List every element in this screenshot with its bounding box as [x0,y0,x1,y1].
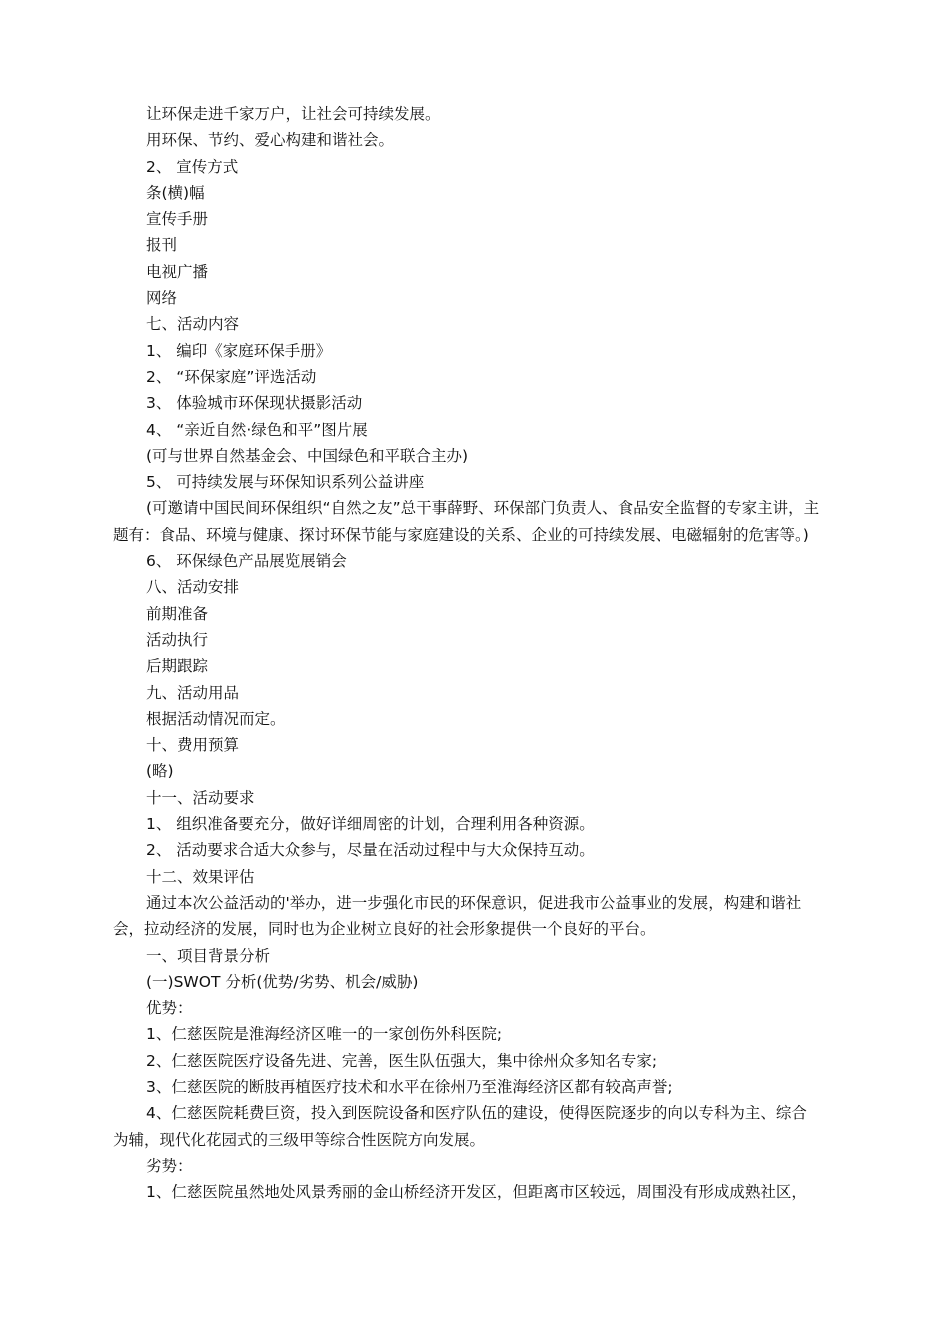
text-line: 条(横)幅 [146,183,205,202]
text-line: 让环保走进千家万户，让社会可持续发展。 [146,105,441,123]
text-line: 用环保、节约、爱心构建和谐社会。 [146,131,395,150]
text-line: 5、 可持续发展与环保知识系列公益讲座 [146,473,425,492]
text-line: 1、仁慈医院是淮海经济区唯一的一家创伤外科医院; [146,1025,503,1044]
text-line: 3、仁慈医院的断肢再植医疗技术和水平在徐州乃至淮海经济区都有较高声誉; [146,1077,673,1096]
text-line: 3、 体验城市环保现状摄影活动 [146,394,363,413]
text-line: 宣传手册 [146,210,209,229]
text-line: 2、 宣传方式 [146,157,239,176]
text-line: 4、 “亲近自然·绿色和平”图片展 [146,420,368,439]
text-line: 为辅，现代化花园式的三级甲等综合性医院方向发展。 [113,1130,486,1149]
text-line: 1、 组织准备要充分，做好详细周密的计划，合理利用各种资源。 [146,815,595,834]
text-line: 根据活动情况而定。 [146,709,286,728]
text-line: 6、 环保绿色产品展览展销会 [146,552,347,571]
text-line: 网络 [146,289,178,308]
text-line: 十一、活动要求 [146,788,255,807]
text-line: 1、 编印《家庭环保手册》 [146,341,332,360]
text-line: (一)SWOT 分析(优势/劣势、机会/威胁) [146,972,419,991]
text-line: 活动执行 [146,630,209,649]
text-line: 2、 活动要求合适大众参与，尽量在活动过程中与大众保持互动。 [146,841,595,860]
text-line: 2、仁慈医院医疗设备先进、完善，医生队伍强大，集中徐州众多知名专家; [146,1051,658,1070]
text-line: 2、 “环保家庭”评选活动 [146,367,317,386]
text-line: 劣势： [146,1156,193,1175]
text-line: 八、活动安排 [146,578,240,597]
text-line: (略) [146,762,174,781]
text-line: 前期准备 [146,604,209,623]
text-line: (可与世界自然基金会、中国绿色和平联合主办) [146,446,469,465]
text-line: 4、仁慈医院耗费巨资，投入到医院设备和医疗队伍的建设，使得医院逐步的向以专科为主、综合 [146,1104,807,1123]
text-line: 1、仁慈医院虽然地处风景秀丽的金山桥经济开发区，但距离市区较远，周围没有形成成熟社区， [146,1183,807,1202]
text-line: 七、活动内容 [146,315,240,334]
text-line: 会，拉动经济的发展，同时也为企业树立良好的社会形象提供一个良好的平台。 [113,920,656,939]
text-line: 十二、效果评估 [146,867,255,886]
text-line: 优势： [146,999,193,1018]
document-body [113,101,839,1205]
text-line: 九、活动用品 [146,683,240,702]
text-line: 电视广播 [146,262,209,281]
text-line: 十、费用预算 [146,736,240,755]
text-line: 后期跟踪 [146,657,209,676]
text-line: 题有：食品、环境与健康、探讨环保节能与家庭建设的关系、企业的可持续发展、电磁辐射的危害等。) [113,525,809,544]
text-line: 一、项目背景分析 [146,946,271,965]
text-line: 通过本次公益活动的'举办，进一步强化市民的环保意识，促进我市公益事业的发展，构建和谐社 [146,893,802,912]
text-line: 报刊 [146,236,178,255]
text-line: (可邀请中国民间环保组织“自然之友”总干事薛野、环保部门负责人、食品安全监督的专家主讲，主 [146,499,820,518]
